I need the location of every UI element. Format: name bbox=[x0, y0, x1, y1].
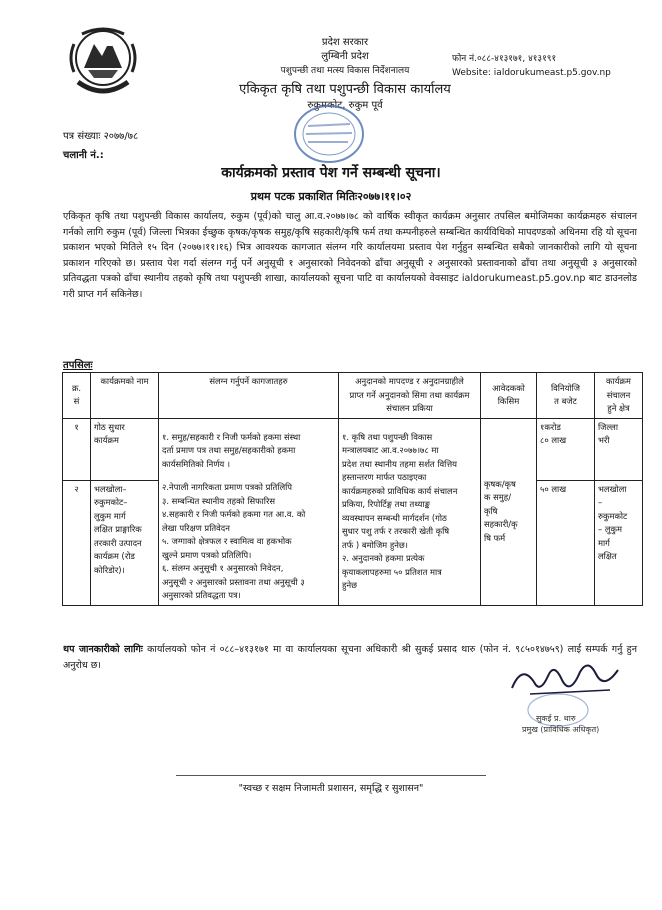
col-budget: विनियोजि त बजेट bbox=[537, 373, 595, 419]
office-name: एकिकृत कृषि तथा पशुपन्छी विकास कार्यालय bbox=[239, 82, 451, 97]
col-sn: क्र. सं bbox=[63, 373, 91, 419]
col-criteria: अनुदानको मापदण्ड र अनुदानग्राहीले प्राप्त गर्ने अनुदानको सिमा तथा कार्यक्रम संचालन प्रकिया bbox=[339, 373, 481, 419]
nepal-emblem-icon bbox=[62, 22, 144, 102]
col-program: कार्यक्रमको नाम bbox=[91, 373, 159, 419]
row-program: भलखोला– रुकुमकोट– लुकुम मार्ग लक्षित प्राङ्गारिक तरकारी उत्पादन कार्यक्रम (रोड कोरिडोर)। bbox=[91, 480, 159, 605]
gov-line-1: प्रदेश सरकार bbox=[321, 37, 369, 48]
col-area: कार्यक्रम संचालन हुने क्षेत्र bbox=[595, 373, 643, 419]
website-url[interactable]: ialdorukumeast.p5.gov.np bbox=[493, 68, 611, 78]
notice-body: एकिकृत कृषि तथा पशुपन्छी विकास कार्यालय, रुकुम (पूर्व)को चालु आ.व.२०७७।७८ को वार्षिक स्वीकृत कार्यक्रम अनुसार तपसिल बमोजिमका कार्यक्रमहरु संचालन गर्नको लागि रुकुम (पूर्व) जिल्ला भित्रका ईच्छुक कृषक/कृषक समुह/कृषि सहकारी/कृषि फर्म तथा कम्पनीहरुले सम्बन्धित कार्यविधिको मापदण्डको अधिनमा रहि यो सूचना प्रकाशन भएको मितिले १५ दिन (२०७७।११।१६) भित्र आवश्यक कागजात संलग्न गरि कार्यालयमा प्रस्ताव पेश गर्नुहुन सम्बन्धित सबैको जानकारीको लागि यो सूचना प्रकाशन गरिएको छ। प्रस्ताव पेश गर्दा संलग्न गर्नु पर्ने अनुसूची १ अनुसारको निवेदनको ढाँचा अनुसूची २ अनुसारको प्रस्तावनाको ढाँचा तथा अनुसूची ३ अनुसारको प्रतिवद्धता पत्रको ढाँचा स्थानीय तहको कृषि तथा पशुपन्छी शाखा, कार्यालयको सूचना पाटि वा कार्यालयको वेवसाइट ialdorukumeast.p5.gov.np बाट डाउनलोड गरी प्राप्त गर्न सकिनेछ। bbox=[63, 211, 637, 300]
row-sn: १ bbox=[63, 418, 91, 480]
row-budget: १करोड ८० लाख bbox=[537, 418, 595, 480]
notice-title: कार्यक्रमको प्रस्ताव पेश गर्ने सम्बन्धी सूचना। bbox=[221, 165, 441, 181]
row-sn: २ bbox=[63, 480, 91, 605]
program-table bbox=[62, 372, 643, 606]
office-stamp-icon bbox=[288, 102, 370, 166]
table-header-row bbox=[63, 373, 643, 419]
col-applicant: आवेदकको किसिम bbox=[481, 373, 537, 419]
publication-date: प्रथम पटक प्रकाशित मितिः२०७७।११।०२ bbox=[250, 190, 412, 203]
row-area: भलखोला – रुकुमकोट – लुकुम मार्ग लक्षित bbox=[595, 480, 643, 605]
criteria-cell: १. कृषि तथा पशुपन्छी विकास मन्त्रालयबाट आ.व.२०७७।७८ मा प्रदेश तथा स्थानीय तहमा सर्शत वित्तिय हस्तान्तरण मार्फत पठाइएका कार्यक्रमहरुको प्राविधिक कार्य संचालन प्रकिया, रिपोर्टिङ्ग तथा तथ्याङ्क व्यवस्थापन सम्बन्धी मार्गदर्शन (गोठ सुधार पशु तर्फ र तरकारी खेती कृषि तर्फ ) बमोजिम हुनेछ। २. अनुदानको हकमा प्रत्येक कृयाकलापहरुमा ५० प्रतिशत मात्र हुनेछ bbox=[339, 418, 481, 605]
signatory-name: सुकई प्र. थारु bbox=[536, 714, 576, 723]
contact-label: थप जानकारीको लागिः bbox=[63, 644, 143, 655]
letter-number: पत्र संख्याः २०७७/७८ bbox=[63, 131, 139, 142]
footer-motto: "स्वच्छ र सक्षम निजामती प्रशासन, समृद्धि र सुशासन" bbox=[238, 783, 424, 794]
row-area: जिल्ला भरी bbox=[595, 418, 643, 480]
row-budget: ५० लाख bbox=[537, 480, 595, 605]
contact-header bbox=[452, 52, 652, 80]
office-address: रुकुमकोट, रुकुम पूर्व bbox=[307, 100, 383, 111]
office-phone: फोन नं.०८८-४१३१७१, ४१३१९१ bbox=[452, 54, 557, 64]
row-program: गोठ सुधार कार्यक्रम bbox=[91, 418, 159, 480]
applicant-cell: कृषक/कृष क समुह/ कृषि सहकारी/कृ षि फर्म bbox=[481, 418, 537, 605]
gov-line-2: लुम्बिनी प्रदेश bbox=[321, 51, 369, 62]
docs-cell: १. समुह/सहकारी र निजी फर्मको हकमा संस्था दर्ता प्रमाण पत्र तथा समुह/सहकारीको हकमा कार्यसमितिको निर्णय । २.नेपाली नागरिकता प्रमाण पत्रको प्रतिलिपि ३. सम्बन्धित स्थानीय तहको सिफारिस ४.सहकारी र निजी फर्मको हकमा गत आ.व. को लेखा परिक्षण प्रतिवेदन ५. जग्गाको क्षेत्रफल र स्वामित्व वा हकभोक खुल्ने प्रमाण पत्रको प्रतिलिपि। ६. संलग्न अनुसूची १ अनुसारको निवेदन, अनुसूची २ अनुसारको प्रस्तावना तथा अनुसूची ३ अनुसारको प्रतिवद्धता पत्र। bbox=[159, 418, 339, 605]
table-row bbox=[63, 418, 643, 480]
motto-divider bbox=[176, 775, 486, 776]
directorate-name: पशुपन्छी तथा मत्स्य विकास निर्देशनालय bbox=[280, 66, 410, 76]
signatory-title: प्रमुख (प्राविधिक अधिकृत) bbox=[522, 725, 600, 734]
contact-text: कार्यालयको फोन नं ०८८–४१३१७१ मा वा कार्यालयका सूचना अधिकारी श्री सुकई प्रसाद थारु (फोन नं. ९८५०१४७५९) लाई सम्पर्क गर्नु हुन अनुरोध छ। bbox=[63, 644, 637, 671]
dispatch-number: चलानी नं.: bbox=[63, 150, 104, 161]
website-label: Website: bbox=[452, 68, 491, 78]
website-line bbox=[452, 66, 652, 80]
details-label: तपसिलः bbox=[63, 360, 93, 371]
col-docs: संलग्न गर्नुपर्ने कागजातहरु bbox=[159, 373, 339, 419]
